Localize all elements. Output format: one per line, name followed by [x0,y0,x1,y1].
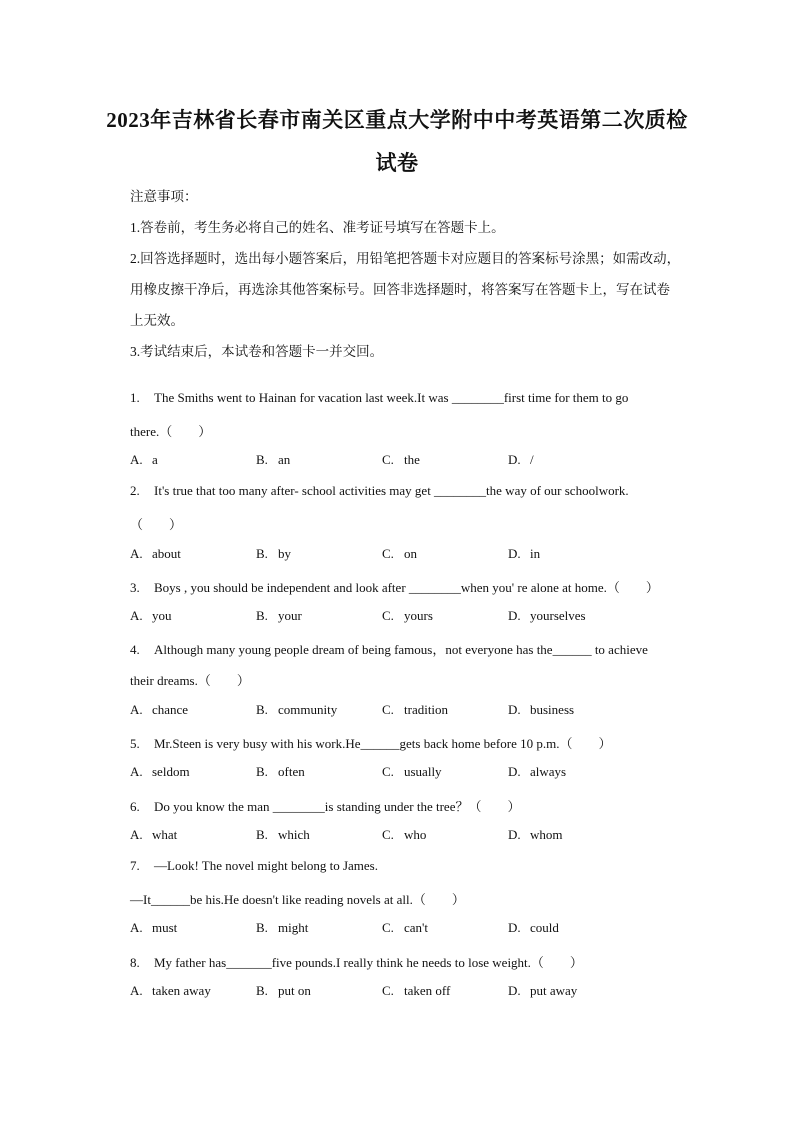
option-letter: A. [130,608,143,623]
option-text: put on [278,983,311,998]
question-6-option-a[interactable] [130,827,177,843]
option-text: seldom [152,764,190,779]
question-6-option-c[interactable] [382,827,426,843]
option-letter: B. [256,452,268,467]
option-text: must [152,920,178,935]
option-letter: C. [382,702,394,717]
option-letter: C. [382,920,394,935]
question-1-line2: there.（ ） [130,424,212,439]
option-text: tradition [404,702,449,717]
question-5-option-c[interactable] [382,764,442,780]
question-1-option-b[interactable] [256,452,290,468]
question-3-option-c[interactable] [382,608,433,624]
question-7-option-d[interactable] [508,920,559,936]
notice-item-3: 3.考试结束后，本试卷和答题卡一并交回。 [130,344,384,359]
option-text: taken away [152,983,211,998]
question-text: Although many young people dream of being famous，not everyone has the______ to achieve [154,642,648,657]
option-text: can't [404,920,428,935]
question-8-option-b[interactable] [256,983,311,999]
option-text: yourselves [530,608,586,623]
option-text: on [404,546,417,561]
option-letter: D. [508,983,521,998]
option-text: chance [152,702,189,717]
question-1-option-d[interactable] [508,452,534,468]
question-text: My father has_______five pounds.I really think he needs to lose weight.（ ） [154,955,583,970]
option-letter: D. [508,452,521,467]
option-letter: B. [256,764,268,779]
option-text: what [152,827,178,842]
notice-item-2-line1: 2.回答选择题时，选出每小题答案后，用铅笔把答题卡对应题目的答案标号涂黑；如需改动， [130,251,681,266]
question-2-option-c[interactable] [382,546,417,562]
question-4-option-a[interactable] [130,702,188,718]
question-number: 7. [130,858,140,873]
question-number: 2. [130,483,140,498]
option-text: your [278,608,302,623]
question-8-option-d[interactable] [508,983,577,999]
question-4-line1 [130,639,648,658]
question-3-option-a[interactable] [130,608,172,624]
question-4-option-d[interactable] [508,702,574,718]
option-letter: B. [256,546,268,561]
option-text: about [152,546,181,561]
notice-item-2-line3: 上无效。 [130,313,184,328]
option-letter: D. [508,546,521,561]
question-3-option-b[interactable] [256,608,302,624]
question-4-option-c[interactable] [382,702,448,718]
question-7-line1 [130,858,378,874]
option-text: whom [530,827,563,842]
page-title: 2023年吉林省长春市南关区重点大学附中中考英语第二次质检 [106,108,688,132]
option-letter: A. [130,983,143,998]
option-letter: A. [130,702,143,717]
question-text: Boys , you should be independent and look after ________when you' re alone at home.（ ） [154,580,659,595]
notice-section [130,181,710,367]
option-letter: D. [508,608,521,623]
option-letter: D. [508,764,521,779]
option-text: often [278,764,305,779]
option-letter: D. [508,702,521,717]
question-8-option-c[interactable] [382,983,450,999]
option-text: community [278,702,338,717]
option-letter: B. [256,920,268,935]
option-text: yours [404,608,433,623]
question-1-option-a[interactable] [130,452,158,468]
question-number: 8. [130,955,140,970]
question-text: The Smiths went to Hainan for vacation last week.It was ________first time for them to go [154,390,629,405]
question-4-option-b[interactable] [256,702,337,718]
question-text: It's true that too many after- school activities may get ________the way of our schoolwork. [154,483,629,498]
option-text: always [530,764,567,779]
option-text: / [530,452,534,467]
option-text: who [404,827,427,842]
option-text: a [152,452,158,467]
question-6-option-d[interactable] [508,827,563,843]
question-3-option-d[interactable] [508,608,586,624]
option-letter: B. [256,702,268,717]
option-text: in [530,546,541,561]
option-letter: A. [130,764,143,779]
option-text: usually [404,764,442,779]
question-text: —Look! The novel might belong to James. [154,858,378,873]
question-text: Mr.Steen is very busy with his work.He______gets back home before 10 p.m.（ ） [154,736,612,751]
option-letter: B. [256,983,268,998]
question-7-option-c[interactable] [382,920,428,936]
option-text: taken off [404,983,451,998]
question-7-line2: —It______be his.He doesn't like reading novels at all.（ ） [130,892,465,907]
question-number: 6. [130,799,140,814]
question-6-line1 [130,796,520,815]
option-text: you [152,608,172,623]
question-number: 5. [130,736,140,751]
question-2-line2: （ ） [130,517,183,532]
option-letter: C. [382,452,394,467]
option-text: the [404,452,420,467]
option-text: business [530,702,575,717]
question-3-line1 [130,577,659,596]
question-text: Do you know the man ________is standing under the tree？（ ） [154,799,521,814]
question-1-line1 [130,390,628,406]
option-letter: A. [130,452,143,467]
option-letter: A. [130,920,143,935]
question-number: 1. [130,390,140,405]
notice-item-2-line2: 用橡皮擦干净后，再选涂其他答案标号。回答非选择题时，将答案写在答题卡上，写在试卷 [130,282,670,297]
option-letter: A. [130,546,143,561]
option-text: which [278,827,310,842]
question-2-option-b[interactable] [256,546,291,562]
question-2-option-a[interactable] [130,546,181,562]
option-text: an [278,452,291,467]
option-text: by [278,546,291,561]
option-letter: C. [382,608,394,623]
question-4-line2: their dreams.（ ） [130,673,250,688]
question-2-option-d[interactable] [508,546,540,562]
option-text: put away [530,983,578,998]
option-letter: A. [130,827,143,842]
option-text: could [530,920,559,935]
option-letter: B. [256,827,268,842]
option-letter: D. [508,827,521,842]
question-5-option-b[interactable] [256,764,305,780]
option-letter: C. [382,546,394,561]
option-text: might [278,920,309,935]
question-5-option-a[interactable] [130,764,190,780]
question-8-line1 [130,952,583,971]
question-8-option-a[interactable] [130,983,211,999]
question-2-line1 [130,483,629,499]
option-letter: C. [382,827,394,842]
question-5-option-d[interactable] [508,764,566,780]
page-title-line2: 试卷 [375,151,419,175]
question-7-option-a[interactable] [130,920,177,936]
question-7-option-b[interactable] [256,920,308,936]
option-letter: C. [382,764,394,779]
option-letter: C. [382,983,394,998]
question-6-option-b[interactable] [256,827,310,843]
notice-item-1: 1.答卷前，考生务必将自己的姓名、准考证号填写在答题卡上。 [130,220,505,235]
question-5-line1 [130,733,611,752]
question-1-option-c[interactable] [382,452,420,468]
notice-heading: 注意事项： [130,189,198,204]
option-letter: D. [508,920,521,935]
question-number: 3. [130,580,140,595]
option-letter: B. [256,608,268,623]
question-number: 4. [130,642,140,657]
